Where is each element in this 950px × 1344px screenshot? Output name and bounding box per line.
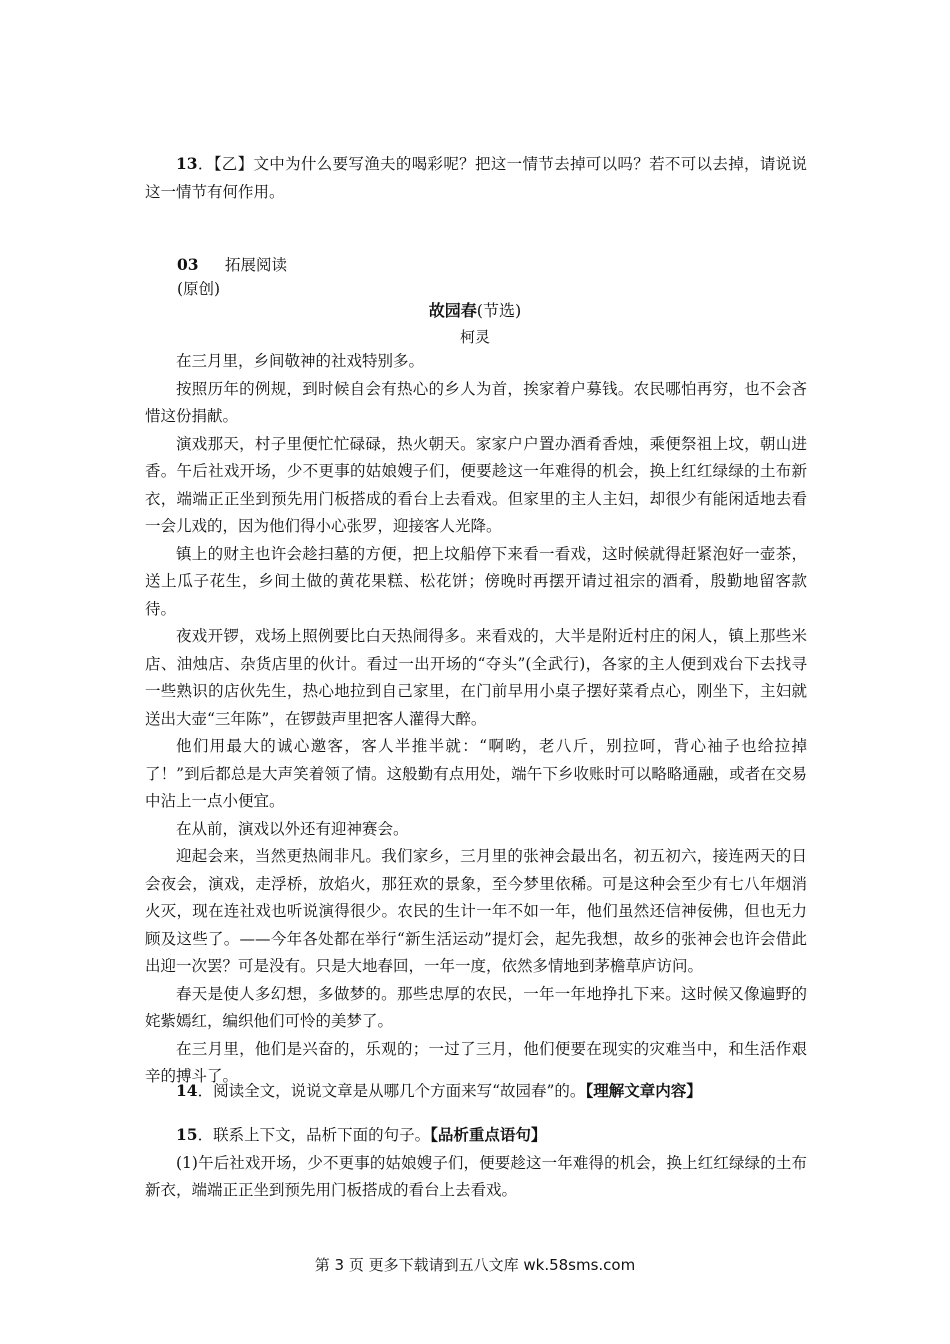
question-14-tag: 【理解文章内容】 (585, 1081, 702, 1100)
question-15-sub-1: (1)午后社戏开场，少不更事的姑娘嫂子们，便要趁这一年难得的机会，换上红红绿绿的土布新衣，端端正正坐到预先用门板搭成的看台上去看戏。 (145, 1153, 807, 1199)
article-author: 柯灵 (459, 328, 490, 346)
article-paragraph: 演戏那天，村子里便忙忙碌碌，热火朝天。家家户户置办酒肴香烛，乘便祭祖上坟，朝山进香。午后社戏开场，少不更事的姑娘嫂子们，便要趁这一年难得的机会，换上红红绿绿的土布新衣，端端正正坐到预先用门板搭成的看台上去看戏。但家里的主人主妇，却很少有能闲适地去看一会儿戏的，因为他们得小心张罗，迎接客人光降。 (145, 434, 807, 535)
article-title-note: (节选) (476, 301, 522, 320)
origin-text: (原创) (177, 280, 221, 298)
question-15-number: 15 (176, 1125, 198, 1144)
article-paragraph: 夜戏开锣，戏场上照例要比白天热闹得多。来看戏的，大半是附近村庄的闲人，镇上那些米店、油烛店、杂货店里的伙计。看过一出开场的“夺头”(全武行)，各家的主人便到戏台下去找寻一些熟识的店伙先生，热心地拉到自己家里，在门前早用小桌子摆好菜肴点心，刚坐下，主妇就送出大壶“三年陈”，在锣鼓声里把客人灌得大醉。 (145, 627, 807, 728)
article-paragraph: 他们用最大的诚心邀客，客人半推半就：“啊哟，老八斤，别拉呵，背心袖子也给拉掉了！”到后都总是大声笑着领了情。这般勤有点用处，端午下乡收账时可以略略通融，或者在交易中沾上一点小便宜。 (145, 737, 807, 810)
article-paragraph: 在三月里，他们是兴奋的，乐观的；一过了三月，他们便要在现实的灾难当中，和生活作艰辛的搏斗了。 (145, 1039, 807, 1085)
question-15-tag: 【品析重点语句】 (430, 1125, 547, 1144)
question-14-number: 14 (176, 1081, 198, 1100)
question-14-body: ．阅读全文，说说文章是从哪几个方面来写“故园春”的。 (197, 1082, 586, 1100)
question-15-body: ．联系上下文，品析下面的句子。 (197, 1126, 431, 1144)
article-paragraph: 镇上的财主也许会趁扫墓的方便，把上坟船停下来看一看戏，这时候就得赶紧泡好一壶茶，送上瓜子花生，乡间土做的黄花果糕、松花饼；傍晚时再摆开请过祖宗的酒肴，殷勤地留客款待。 (145, 544, 807, 618)
question-15-text (145, 1121, 807, 1150)
section-number: 03 (177, 255, 199, 274)
article-paragraph: 春天是使人多幻想，多做梦的。那些忠厚的农民，一年一年地挣扎下来。这时候又像遍野的姹紫嫣红，编织他们可怜的美梦了。 (145, 984, 807, 1030)
question-13-body: ．【乙】文中为什么要写渔夫的喝彩呢？把这一情节去掉可以吗？若不可以去掉，请说说这一情节有何作用。 (145, 155, 807, 201)
question-15 (145, 1121, 807, 1205)
article-paragraph: 在三月里，乡间敬神的社戏特别多。 (176, 352, 425, 370)
section-title: 拓展阅读 (225, 256, 288, 274)
article-title-main: 故园春 (428, 301, 477, 320)
question-13-number: 13 (176, 154, 198, 173)
article-paragraph: 按照历年的例规，到时候自会有热心的乡人为首，挨家着户募钱。农民哪怕再穷，也不会吝惜这份捐献。 (145, 379, 807, 425)
question-14-text (145, 1077, 807, 1106)
question-13-text (145, 150, 807, 206)
article-title (0, 298, 950, 324)
article-paragraph: 在从前，演戏以外还有迎神赛会。 (176, 819, 409, 838)
question-14 (145, 1077, 807, 1106)
article-paragraph: 迎起会来，当然更热闹非凡。我们家乡，三月里的张神会最出名，初五初六，接连两天的日会夜会，演戏，走浮桥，放焰火，那狂欢的景象，至今梦里依稀。可是这种会至少有七八年烟消火灭，现在连社戏也听说演得很少。农民的生计一年不如一年，他们虽然还信神佞佛，但也无力顾及这些了。——今年各处都在举行“新生活运动”提灯会，起先我想，故乡的张神会也许会借此出迎一次罢？可是没有。只是大地春回，一年一度，依然多情地到茅檐草庐访问。 (145, 847, 807, 975)
question-13 (145, 150, 807, 206)
article-body (145, 348, 807, 1091)
page-footer: 第 3 页 更多下载请到五八文库 wk.58sms.com (314, 1256, 636, 1274)
